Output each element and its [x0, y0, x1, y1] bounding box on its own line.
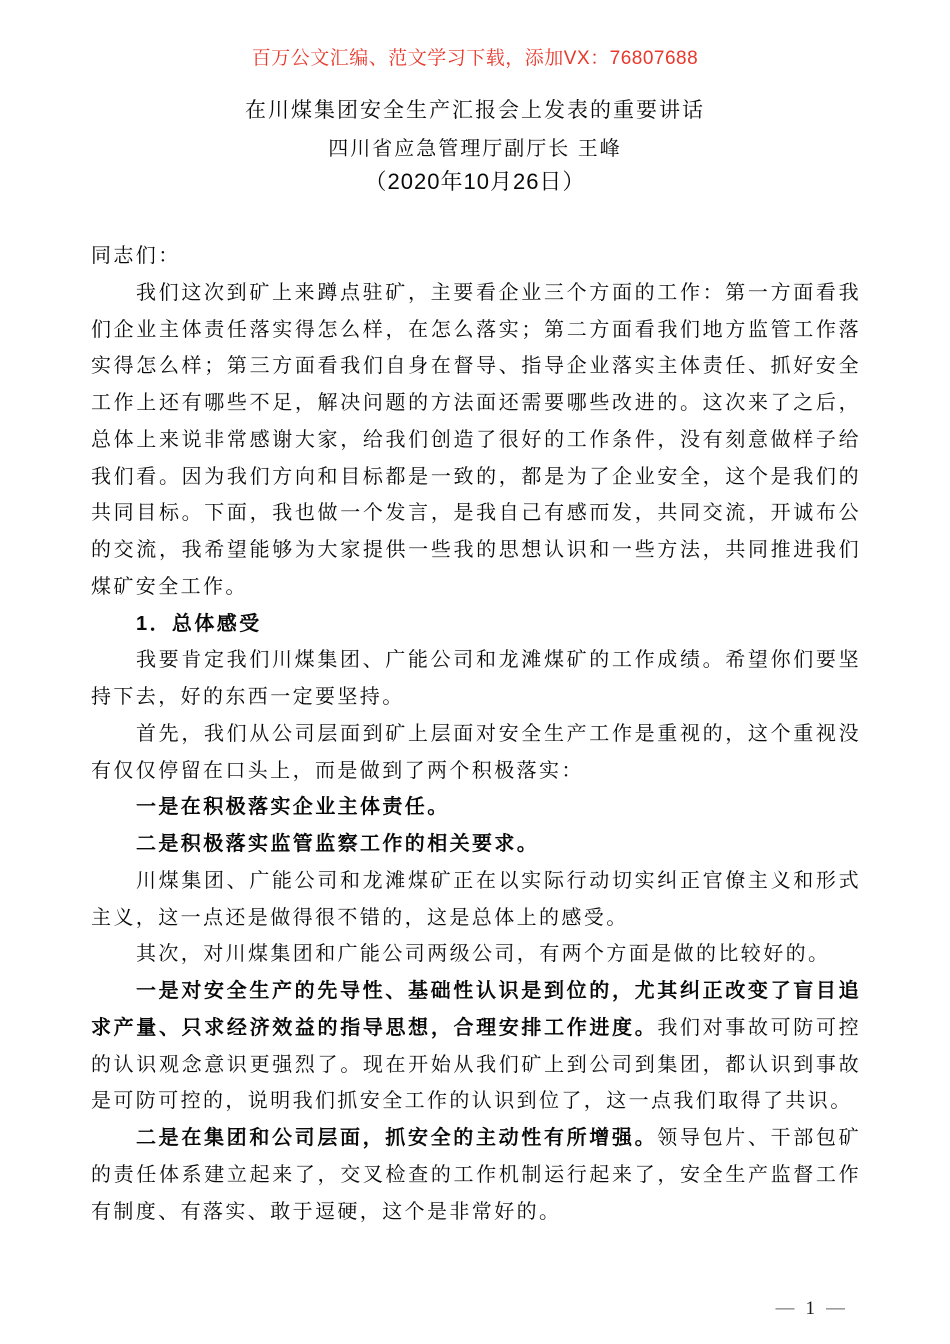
- paragraph-affirmation: 我要肯定我们川煤集团、广能公司和龙滩煤矿的工作成绩。希望你们要坚持下去，好的东西一定要坚持。: [91, 649, 861, 708]
- paragraph-firstly: 首先，我们从公司层面到矿上层面对安全生产工作是重视的，这个重视没有仅仅停留在口头上，而是做到了两个积极落实：: [91, 722, 861, 782]
- date-line: （2020年10月26日）: [364, 169, 586, 194]
- page-number-dash-left: —: [775, 1298, 795, 1319]
- document-body: [91, 238, 861, 1230]
- document-title: 在川煤集团安全生产汇报会上发表的重要讲话: [245, 99, 705, 122]
- page-number-value: 1: [805, 1298, 815, 1319]
- speaker-line: 四川省应急管理厅副厅长 王峰: [328, 138, 622, 160]
- bold-lead-awareness: 一是对安全生产的先导性、基础性认识是到位的，尤其纠正改变了盲目追求产量、只求经济效益的指导思想，合理安排工作进度。: [91, 980, 861, 1039]
- page-number: [776, 1297, 846, 1321]
- normal-rest-initiative: 领导包片、干部包矿的责任体系建立起来了，交叉检查的工作机制运行起来了，安全生产监督工作有制度、有落实、敢于逗硬，这个是非常好的。: [91, 1127, 861, 1223]
- section-heading-overall-feeling: 1．总体感受: [136, 612, 262, 635]
- paragraph-mixed-two: [91, 1120, 861, 1230]
- normal-rest-awareness: 我们对事故可防可控的认识观念意识更强烈了。现在开始从我们矿上到公司到集团，都认识到事故是可防可控的，说明我们抓安全工作的认识到位了，这一点我们取得了共识。: [91, 1016, 861, 1113]
- bold-lead-initiative: 二是在集团和公司层面，抓安全的主动性有所增强。: [136, 1127, 658, 1149]
- page-number-dash-right: —: [826, 1298, 845, 1319]
- paragraph-intro: 我们这次到矿上来蹲点驻矿，主要看企业三个方面的工作：第一方面看我们企业主体责任落实得怎么样，在怎么落实；第二方面看我们地方监管工作落实得怎么样；第三方面看我们自身在督导、指导企业落实主体责任、抓好安全工作上还有哪些不足，解决问题的方法面还需要哪些改进的。这次来了之后，总体上来说非常感谢大家，给我们创造了很好的工作条件，没有刻意做样子给我们看。因为我们方向和目标都是一致的，都是为了企业安全，这个是我们的共同目标。下面，我也做一个发言，是我自己有感而发，共同交流，开诚布公的交流，我希望能够为大家提供一些我的思想认识和一些方法，共同推进我们煤矿安全工作。: [91, 281, 861, 598]
- salutation: 同志们：: [91, 245, 181, 267]
- bold-point-one: 一是在积极落实企业主体责任。: [136, 796, 450, 819]
- paragraph-mixed-one: [91, 973, 861, 1120]
- bold-point-two: 二是积极落实监管监察工作的相关要求。: [136, 833, 540, 855]
- paragraph-correcting-bureaucracy: 川煤集团、广能公司和龙滩煤矿正在以实际行动切实纠正官僚主义和形式主义，这一点还是做得很不错的，这是总体上的感受。: [91, 869, 861, 929]
- paragraph-secondly: 其次，对川煤集团和广能公司两级公司，有两个方面是做的比较好的。: [136, 943, 831, 966]
- promo-banner-text: 百万公文汇编、范文学习下载，添加VX：76807688: [251, 48, 699, 69]
